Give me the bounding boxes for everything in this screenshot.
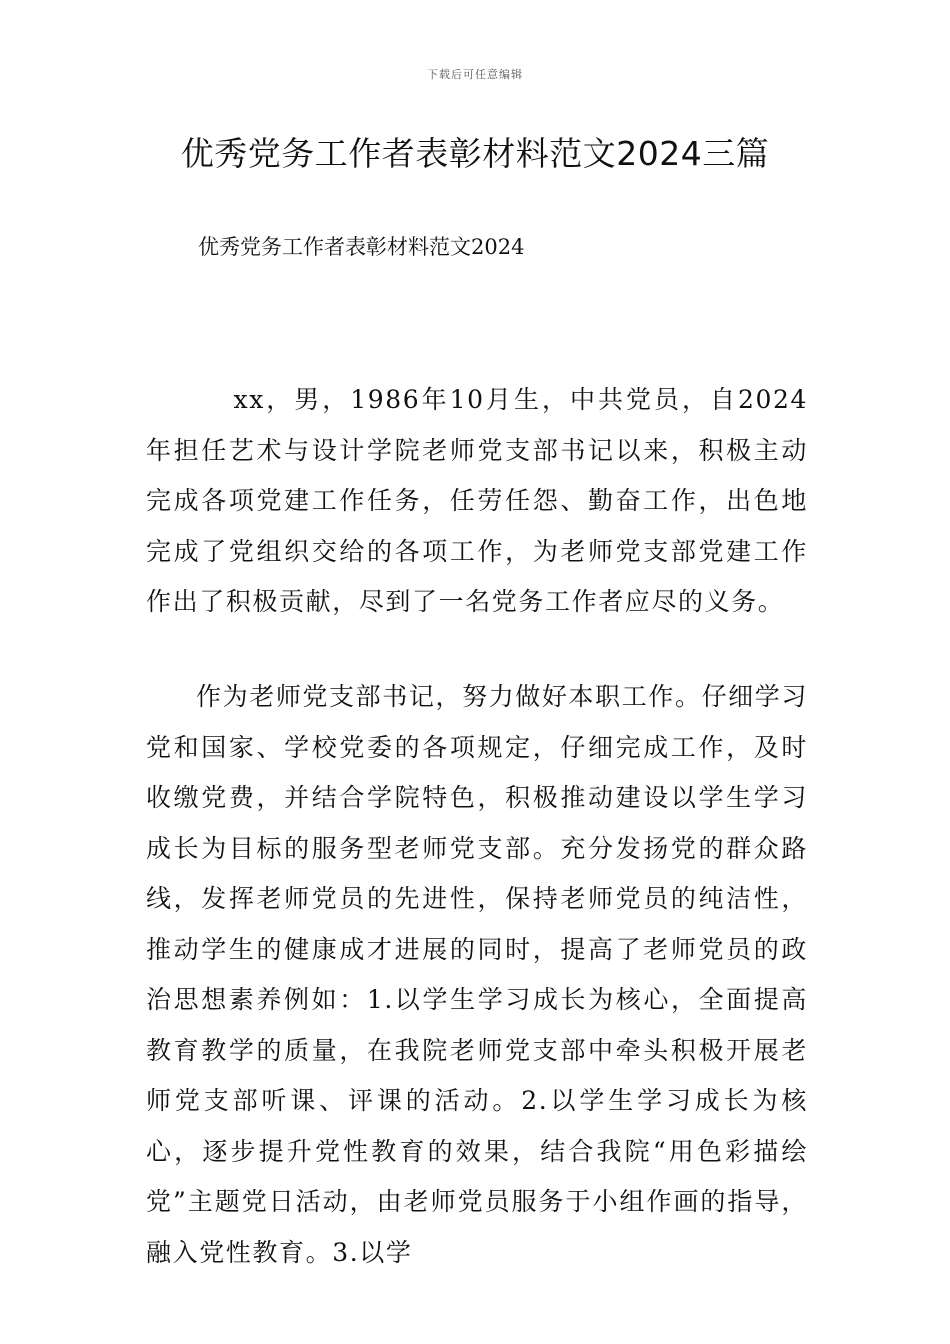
document-title: 优秀党务工作者表彰材料范文2024三篇 (180, 134, 770, 173)
document-subtitle: 优秀党务工作者表彰材料范文2024 (198, 235, 525, 259)
paragraph-1: xx，男，1986年10月生，中共党员，自2024年担任艺术与设计学院老师党支部书记以来，积极主动完成各项党建工作任务，任劳任怨、勤奋工作，出色地完成了党组织交给的各项工作，为老师党支部党建工作作出了积极贡献，尽到了一名党务工作者应尽的义务。 (146, 385, 808, 616)
paragraph-2: 作为老师党支部书记，努力做好本职工作。仔细学习党和国家、学校党委的各项规定，仔细完成工作，及时收缴党费，并结合学院特色，积极推动建设以学生学习成长为目标的服务型老师党支部。充分发扬党的群众路线，发挥老师党员的先进性，保持老师党员的纯洁性，推动学生的健康成才进展的同时，提高了老师党员的政治思想素养例如：1.以学生学习成长为核心，全面提高教育教学的质量，在我院老师党支部中牵头积极开展老师党支部听课、评课的活动。2.以学生学习成长为核心，逐步提升党性教育的效果，结合我院“用色彩描绘党”主题党日活动，由老师党员服务于小组作画的指导，融入党性教育。3.以学 (146, 682, 808, 1267)
paragraph-1-block (146, 375, 808, 628)
header-note: 下载后可任意编辑 (427, 68, 523, 81)
paragraph-2-block (146, 672, 808, 1278)
